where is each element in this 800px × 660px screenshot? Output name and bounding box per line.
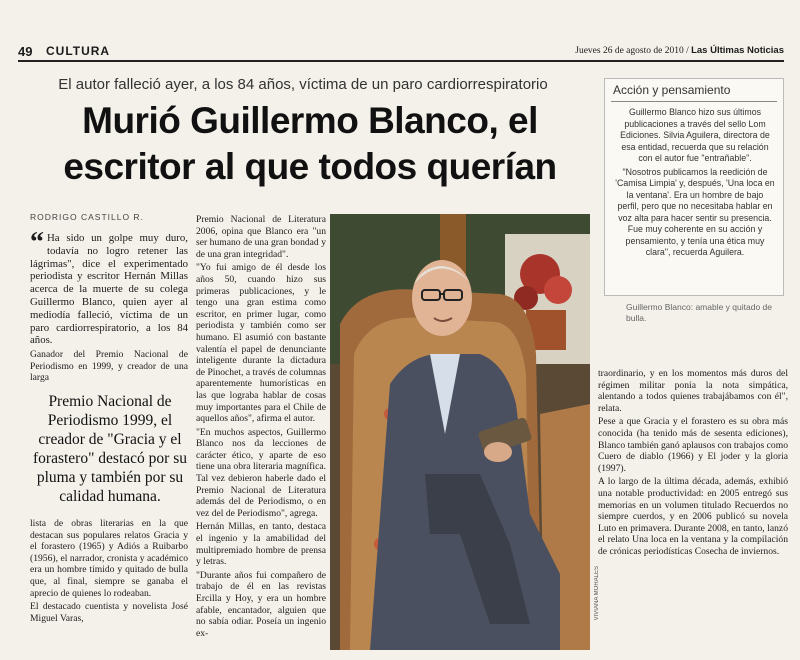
sidebar-paragraph: Guillermo Blanco hizo sus últimos publicaciones a través del sello Lom Ediciones. Silvia Aguilera, directora de esa entidad, recuerda que su relación con el autor fue "entrañable". [620, 107, 770, 163]
paragraph: Ganador del Premio Nacional de Periodismo en 1999, y creador de una larga [30, 349, 188, 384]
byline: RODRIGO CASTILLO R. [30, 212, 144, 222]
paragraph: "Durante años fui compañero de trabajo de él en las revistas Ercilla y Hoy, y era un hombre afable, encantador, alguien que no sabía odiar. Poseía un ingenio ex- [196, 569, 326, 639]
sidebar-body [615, 107, 775, 261]
page-header [18, 44, 784, 60]
column-2 [196, 214, 326, 641]
publication-name: Las Últimas Noticias [691, 45, 784, 56]
paragraph: "Yo fui amigo de él desde los años 50, cuando hizo sus primeras publicaciones, y le tengo una gran estima como escritor, en primer lugar, como periodista y también como ser humano. El asumió con bastante valentía el papel de denunciante inteligente durante la dictadura de Pinochet, a través de columnas aparentemente humorísticas en las que lograba hablar de cosas muy importantes para el Chile de aquellos años", afirma el autor. [196, 262, 327, 425]
sidebar-rule [611, 101, 777, 102]
article-kicker: El autor falleció ayer, a los 84 años, víctima de un paro cardiorrespiratorio [58, 76, 548, 93]
column-1-top [30, 227, 188, 386]
paragraph: traordinario, y en los momentos más duros del régimen militar ponía la nota simpática, alentando a todos quienes trabajábamos con él", relata. [598, 368, 788, 414]
section-name: CULTURA [46, 44, 111, 58]
header-rule [18, 60, 784, 62]
paragraph: Premio Nacional de Literatura 2006, opina que Blanco era "un ser humano de una gran bondad y de una gran integridad". [196, 214, 326, 260]
portrait-photo [330, 214, 590, 650]
sidebar-title: Acción y pensamiento [613, 83, 731, 97]
paragraph: Pese a que Gracia y el forastero es su obra más conocida (ha tenido más de sesenta ediciones), Blanco también ganó aplausos con trabajos como Cuero de diablo (1966) y El joder y la gloria (1997). [598, 416, 788, 474]
photo-caption: Guillermo Blanco: amable y quitado de bulla. [626, 302, 772, 323]
photo-credit: VIVIANA MORALES [594, 566, 600, 621]
paragraph: A lo largo de la última década, además, exhibió una notable productividad: en 2005 entregó sus memorias en un volumen titulado Recuerdos no siempre cuerdos, y en 2006 publicó su novela Luto en primavera. Durante 2008, en tanto, lanzó el relato Una loca en la ventana y la compilación de crónicas periodísticas Cosecha de inviernos. [598, 476, 788, 557]
lead-paragraph [30, 227, 188, 347]
open-quote-glyph: “ [30, 227, 44, 258]
lead-text: Ha sido un golpe muy duro, todavía no logro retener las lágrimas", dice el experimentado periodista y escritor Hernán Millas acerca de la muerte de su colega Guillermo Blanco, quien ayer al mediodía falleció, víctima de un paro cardiorrespiratorio, a los 84 años. [30, 232, 188, 347]
paragraph: "En muchos aspectos, Guillermo Blanco nos da lecciones de carácter ético, y aparte de eso tiene una obra literaria magnífica. Tal vez debieron haberle dado el Premio Nacional de Literatura además del de Periodismo, o en vez del de Periodismo", agrega. [196, 426, 326, 519]
sidebar-paragraph: "Nosotros publicamos la reedición de 'Camisa Limpia' y, después, 'Una loca en la ventana'. Era un hombre de bajo perfil, pero que no necesitaba hablar en voz alta para hacer sentir su presencia. Fue muy coherente en su acción y pensamiento, y tenía una ética muy clara", recuerda Aguilera. [615, 166, 775, 257]
column-1-bottom [30, 518, 188, 626]
sidebar-box [604, 78, 784, 296]
paragraph: El destacado cuentista y novelista José Miguel Varas, [30, 601, 188, 624]
article-headline: Murió Guillermo Blanco, el escritor al que todos querían [63, 100, 557, 187]
pull-quote: Premio Nacional de Periodismo 1999, el creador de "Gracia y el forastero" destacó por su pluma y también por su calidad humana. [33, 393, 187, 505]
portrait-illustration [330, 214, 590, 650]
paragraph: Hernán Millas, en tanto, destaca el ingenio y la amabilidad del multipremiado hombre de prensa y letras. [196, 521, 326, 568]
column-4 [598, 368, 788, 560]
date: Jueves 26 de agosto de 2010 / [575, 46, 692, 56]
dateline [575, 45, 784, 56]
paragraph: lista de obras literarias en la que destacan sus populares relatos Gracia y el forastero (1965) y Adiós a Ruibarbo (1956), el narrador, cronista y académico era un hombre tímido y quitado de bulla que, al final, siempre se ganaba el aprecio de quienes lo rodeaban. [30, 518, 188, 599]
page-number: 49 [18, 44, 33, 59]
